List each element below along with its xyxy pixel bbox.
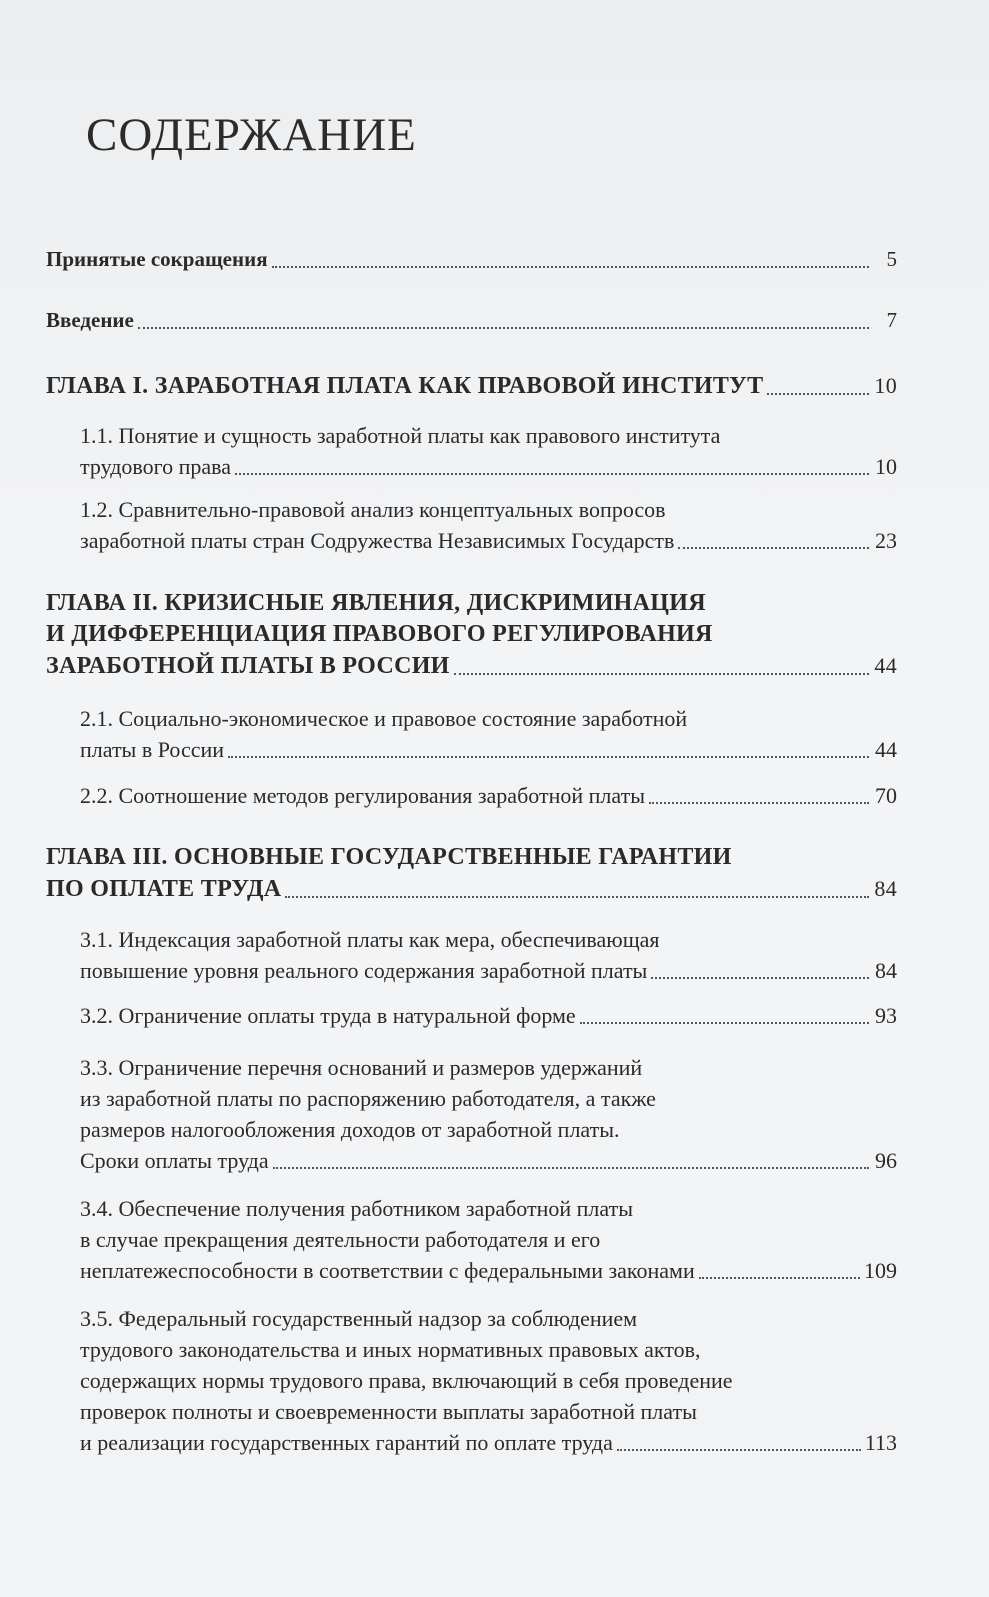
leader-dots xyxy=(273,1167,869,1169)
leader-dots xyxy=(767,393,869,395)
toc-entry-title-line: в случае прекращения деятельности работодателя и его xyxy=(80,1227,601,1252)
leader-dots xyxy=(285,896,869,898)
toc-section-1-1 xyxy=(80,420,897,482)
toc-chapter-1 xyxy=(46,370,897,402)
toc-entry-title-line: неплатежеспособности в соответствии с федеральными законами xyxy=(80,1258,695,1283)
toc-page-number: 109 xyxy=(864,1258,897,1283)
toc-page-number: 10 xyxy=(874,373,897,398)
toc-chapter-title: ГЛАВА I. ЗАРАБОТНАЯ ПЛАТА КАК ПРАВОВОЙ ИНСТИТУТ xyxy=(46,373,764,399)
toc-section-2-1 xyxy=(80,703,897,765)
toc-page-number: 84 xyxy=(875,958,897,983)
toc-page-number: 113 xyxy=(864,1430,897,1455)
toc-entry-title-line: размеров налогообложения доходов от заработной платы. xyxy=(80,1117,620,1142)
toc-entry-title-line: трудового права xyxy=(80,454,232,479)
toc-entry-title-line: 1.1. Понятие и сущность заработной платы как правового института xyxy=(80,423,721,448)
toc-chapter-title-line: ГЛАВА III. ОСНОВНЫЕ ГОСУДАРСТВЕННЫЕ ГАРАНТИИ xyxy=(46,844,732,870)
page-title: СОДЕРЖАНИЕ xyxy=(86,109,417,161)
toc-entry-title-line: 1.2. Сравнительно-правовой анализ концептуальных вопросов xyxy=(80,497,666,522)
toc-page-number: 10 xyxy=(875,454,897,479)
toc-page-number: 96 xyxy=(875,1148,897,1173)
leader-dots xyxy=(699,1277,860,1279)
toc-page-number: 7 xyxy=(886,308,897,332)
leader-dots xyxy=(651,977,869,979)
toc-entry-title-line: заработной платы стран Содружества Независимых Государств xyxy=(80,528,675,553)
toc-section-3-1 xyxy=(80,924,897,986)
toc-page-number: 23 xyxy=(875,528,897,553)
leader-dots xyxy=(678,547,869,549)
toc-entry-title-line: платы в России xyxy=(80,737,225,762)
toc-page-number: 5 xyxy=(886,247,897,271)
toc-entry-introduction xyxy=(46,305,897,336)
toc-entry-title: Принятые сокращения xyxy=(46,247,268,271)
leader-dots xyxy=(228,756,869,758)
toc-page-number: 84 xyxy=(874,876,897,901)
toc-entry-title-line: проверок полноты и своевременности выплаты заработной платы xyxy=(80,1399,697,1424)
toc-page-number: 44 xyxy=(875,737,897,762)
toc-section-3-3 xyxy=(80,1052,897,1176)
leader-dots xyxy=(454,673,869,675)
toc-chapter-2 xyxy=(46,588,897,682)
toc-entry-title-line: содержащих нормы трудового права, включающий в себя проведение xyxy=(80,1368,733,1393)
toc-entry-title: 3.2. Ограничение оплаты труда в натуральной форме xyxy=(80,1003,576,1028)
leader-dots xyxy=(138,327,869,329)
toc-entry-title-line: 3.3. Ограничение перечня оснований и размеров удержаний xyxy=(80,1055,643,1080)
toc-chapter-title-line: ЗАРАБОТНОЙ ПЛАТЫ В РОССИИ xyxy=(46,653,450,679)
toc-entry-title-line: Сроки оплаты труда xyxy=(80,1148,269,1173)
toc-page-number: 93 xyxy=(875,1003,897,1028)
toc-section-1-2 xyxy=(80,494,897,556)
leader-dots xyxy=(617,1449,861,1451)
toc-entry-abbreviations xyxy=(46,244,897,275)
leader-dots xyxy=(580,1022,869,1024)
toc-section-2-2 xyxy=(80,780,897,811)
toc-entry-title-line: трудового законодательства и иных нормативных правовых актов, xyxy=(80,1337,701,1362)
toc-section-3-5 xyxy=(80,1303,897,1458)
toc-page-number: 70 xyxy=(875,783,897,808)
toc-entry-title-line: 3.4. Обеспечение получения работником заработной платы xyxy=(80,1196,633,1221)
leader-dots xyxy=(649,802,869,804)
toc-section-3-4 xyxy=(80,1193,897,1286)
toc-entry-title-line: и реализации государственных гарантий по оплате труда xyxy=(80,1430,613,1455)
toc-chapter-title-line: ГЛАВА II. КРИЗИСНЫЕ ЯВЛЕНИЯ, ДИСКРИМИНАЦИЯ xyxy=(46,590,706,616)
toc-section-3-2 xyxy=(80,1000,897,1031)
toc-entry-title-line: 2.1. Социально-экономическое и правовое состояние заработной xyxy=(80,706,688,731)
toc-entry-title-line: 3.5. Федеральный государственный надзор за соблюдением xyxy=(80,1306,638,1331)
leader-dots xyxy=(235,473,869,475)
toc-entry-title-line: из заработной платы по распоряжению работодателя, а также xyxy=(80,1086,656,1111)
toc-entry-title-line: 3.1. Индексация заработной платы как мера, обеспечивающая xyxy=(80,927,660,952)
toc-entry-title: 2.2. Соотношение методов регулирования заработной платы xyxy=(80,783,645,808)
leader-dots xyxy=(272,266,869,268)
toc-chapter-title-line: И ДИФФЕРЕНЦИАЦИЯ ПРАВОВОГО РЕГУЛИРОВАНИЯ xyxy=(46,621,713,647)
toc-entry-title: Введение xyxy=(46,308,134,332)
toc-chapter-title-line: ПО ОПЛАТЕ ТРУДА xyxy=(46,876,282,902)
toc-entry-title-line: повышение уровня реального содержания заработной платы xyxy=(80,958,648,983)
toc-chapter-3 xyxy=(46,842,897,905)
toc-page-number: 44 xyxy=(874,653,897,678)
